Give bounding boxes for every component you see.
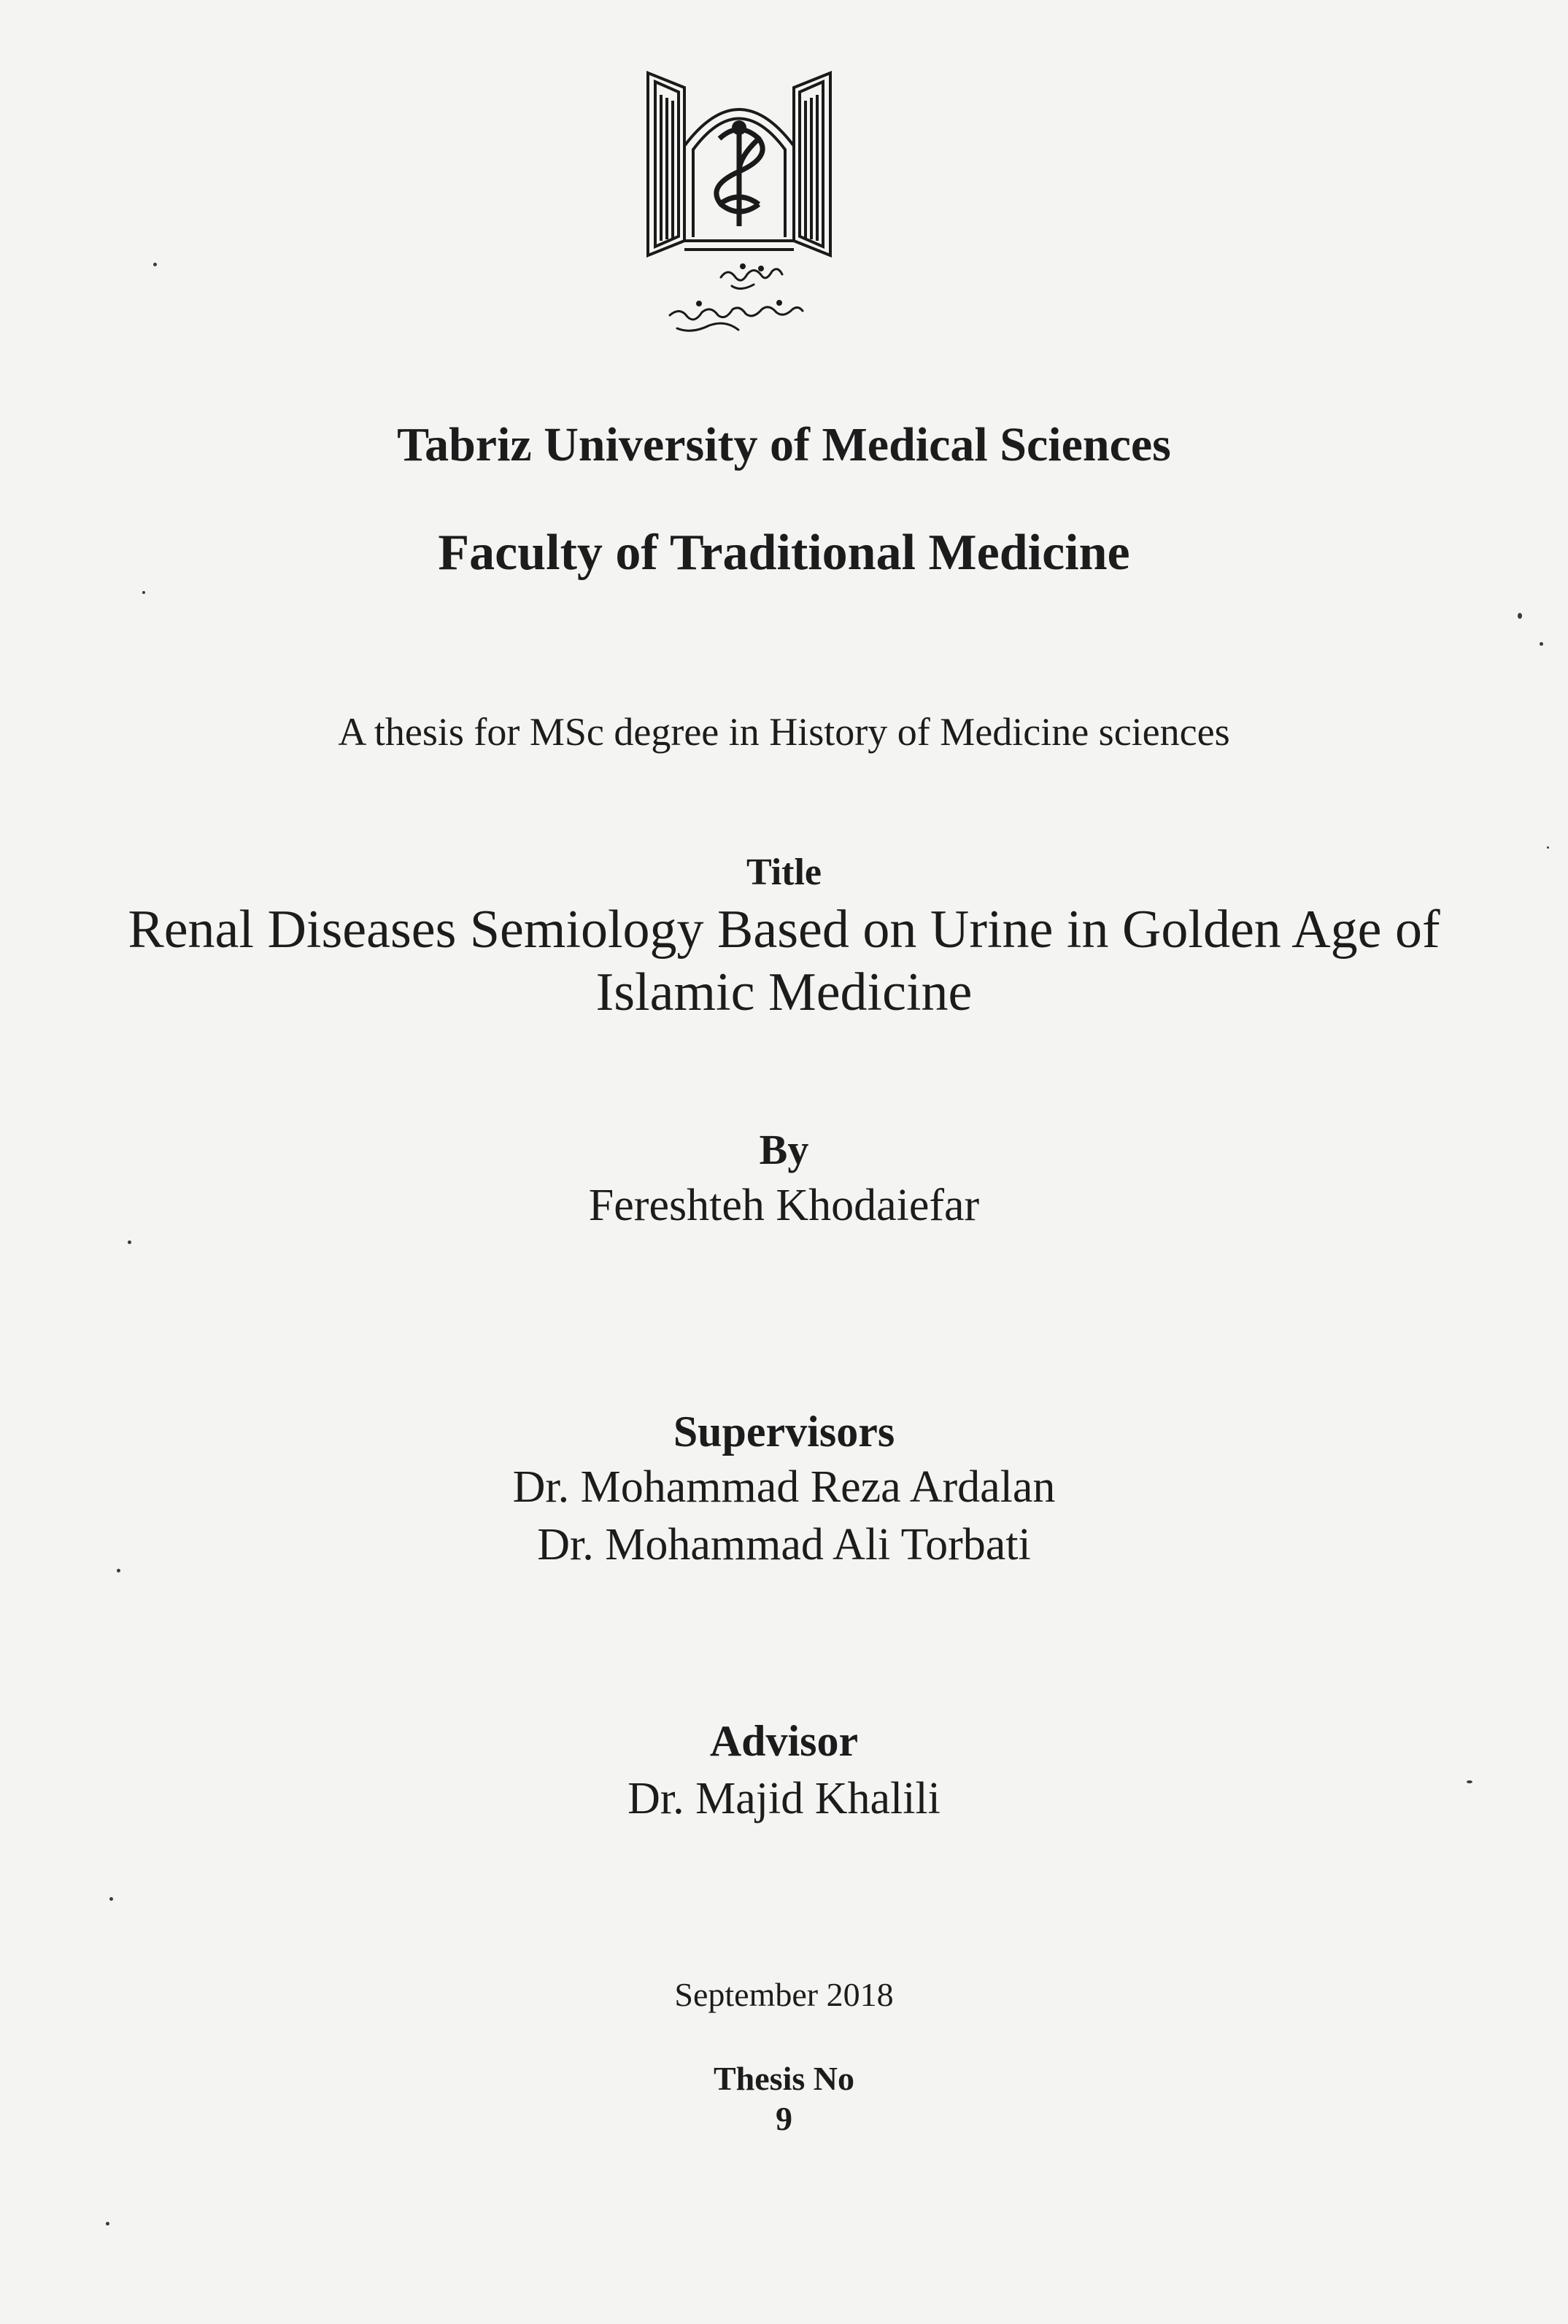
supervisors-heading: Supervisors [673, 1408, 895, 1456]
scan-speck [117, 1569, 120, 1572]
faculty-name: Faculty of Traditional Medicine [438, 525, 1130, 581]
supervisor-name: Dr. Mohammad Reza Ardalan [512, 1462, 1056, 1512]
thesis-number-label: Thesis No [714, 2060, 854, 2097]
scan-speck [153, 263, 157, 266]
scan-speck [1540, 642, 1543, 646]
institution-name: Tabriz University of Medical Sciences [397, 418, 1171, 471]
thesis-title-line-1: Renal Diseases Semiology Based on Urine in Golden Age of [128, 900, 1440, 960]
scan-speck [1467, 1780, 1472, 1783]
thesis-title-line-2: Islamic Medicine [595, 962, 973, 1022]
author-heading: By [759, 1126, 809, 1173]
scan-speck [142, 591, 145, 594]
scan-speck [128, 1240, 131, 1244]
advisor-heading: Advisor [709, 1717, 859, 1765]
degree-statement: A thesis for MSc degree in History of Medicine sciences [338, 710, 1230, 754]
scan-speck [1547, 846, 1549, 849]
supervisor-name: Dr. Mohammad Ali Torbati [537, 1520, 1031, 1570]
university-emblem-icon [633, 58, 845, 350]
scan-speck [109, 1897, 113, 1901]
scan-speck [106, 2222, 109, 2225]
thesis-number-value: 9 [776, 2100, 792, 2137]
scan-speck [1518, 613, 1522, 619]
advisor-name: Dr. Majid Khalili [627, 1774, 941, 1823]
submission-date: September 2018 [674, 1976, 894, 2013]
author-name: Fereshteh Khodaiefar [588, 1181, 980, 1230]
title-heading: Title [746, 852, 822, 893]
